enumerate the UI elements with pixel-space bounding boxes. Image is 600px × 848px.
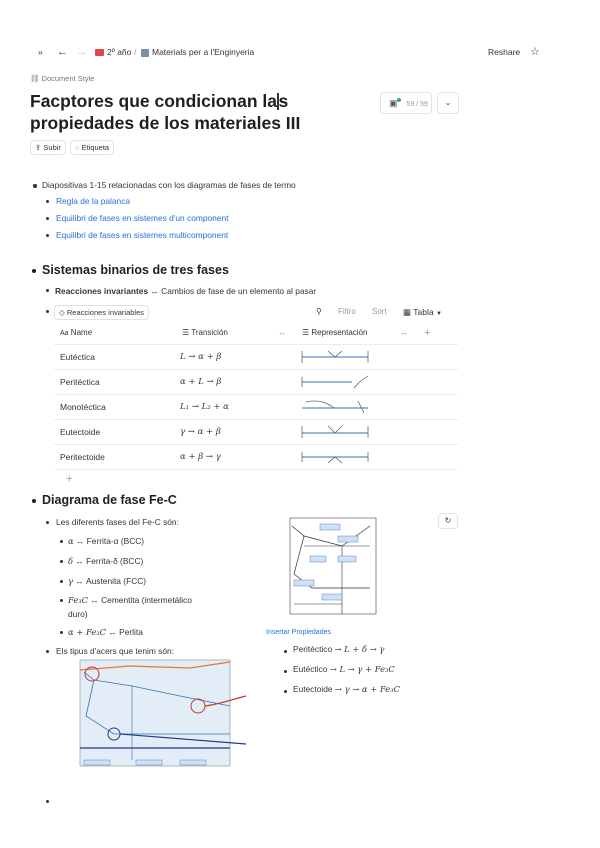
cell-transicion: α + β → γ	[180, 452, 221, 462]
fase-item: α ↔ Ferrita-α (BCC)	[68, 536, 145, 546]
bullet	[60, 631, 63, 634]
bullet	[46, 217, 49, 220]
reaction-eutectico: Eutéctico → L → γ + Fe₃C	[293, 664, 395, 674]
refresh-icon[interactable]: ↻	[438, 513, 458, 529]
fase-item: γ ↔ Austenita (FCC)	[68, 576, 147, 586]
column-header-transicion[interactable]: ☰ Transición	[182, 328, 228, 337]
forward-arrow-icon[interactable]: →	[76, 46, 87, 58]
cell-name: Peritectoide	[60, 452, 105, 462]
reshare-button[interactable]: Reshare	[488, 47, 521, 57]
table-row[interactable]	[54, 444, 458, 469]
lines-icon: ☰	[182, 328, 190, 337]
heading-sistemas-binarios[interactable]: Sistemas binarios de tres fases	[42, 263, 229, 277]
fe-c-phase-diagram-large[interactable]	[70, 656, 248, 776]
bullet	[60, 580, 63, 583]
books-icon	[141, 49, 149, 57]
tag-icon: ◌	[75, 143, 80, 152]
table-row[interactable]	[54, 419, 458, 444]
peritectoid-sketch	[298, 449, 372, 465]
link-icon: ⛓	[30, 74, 40, 83]
aceros-intro: Els tipus d'acers que tenim són:	[56, 646, 174, 656]
column-header-representacion[interactable]: ☰ Representación	[302, 328, 368, 337]
cell-name: Monotéctica	[60, 402, 106, 412]
database-table	[54, 321, 458, 488]
collapse-sidebar-icon[interactable]: »	[38, 47, 43, 57]
fases-intro: Les diferents fases del Fe-C són:	[56, 517, 179, 527]
page-title[interactable]: Facptores que condicionan las propiedades de los materiales III	[30, 91, 301, 133]
bullet	[46, 200, 49, 203]
fase-item: δ ↔ Ferrita-δ (BCC)	[68, 556, 144, 566]
expand-column-icon[interactable]: ↔	[278, 328, 286, 337]
filter-button[interactable]: Filtro	[338, 307, 356, 316]
monotectic-sketch	[298, 399, 372, 415]
breadcrumb-item-materials[interactable]: Materials per a l'Enginyeria	[141, 40, 254, 64]
heading-diagrama-fe-c[interactable]: Diagrama de fase Fe-C	[42, 493, 177, 507]
breadcrumb-item-year[interactable]: 2º año	[95, 40, 131, 64]
add-row-icon[interactable]: +	[66, 473, 73, 485]
notification-dot	[397, 98, 401, 102]
reaction-peritectico: Peritéctico → L + δ → γ	[293, 644, 385, 654]
search-icon[interactable]: ⚲	[316, 307, 322, 316]
link-equilibri-un-component[interactable]: Equilibri de fases en sistemes d'un component	[56, 213, 229, 223]
cell-transicion: γ → α + β	[180, 427, 221, 437]
bullet	[46, 650, 49, 653]
fase-item: Fe₃C ↔ Cementita (intermetálico	[68, 595, 192, 605]
link-regla-palanca[interactable]: Regla de la palanca	[56, 196, 131, 206]
reaction-eutectoide: Eutectoide → γ → α + Fe₃C	[293, 684, 401, 694]
eutectoid-sketch	[298, 424, 372, 440]
tag-icon: ◇	[59, 308, 65, 317]
bullet	[46, 521, 49, 524]
bullet	[284, 690, 287, 693]
subir-button[interactable]: ⇪ Subir	[30, 140, 66, 155]
cell-transicion: L₁ → L₂ + α	[180, 402, 229, 412]
table-row[interactable]	[54, 344, 458, 369]
reacciones-line: Reacciones invariantes ↔ Cambios de fase de un elemento al pasar	[55, 286, 317, 296]
etiqueta-button[interactable]: ◌ Etiqueta	[70, 140, 114, 155]
chevron-down-icon[interactable]: ⌄	[437, 92, 459, 114]
breadcrumb-separator: /	[134, 47, 137, 57]
upload-icon: ⇪	[35, 143, 42, 152]
document-style-label[interactable]: ⛓ Document Style	[30, 74, 95, 83]
cell-transicion: α + L → β	[180, 377, 222, 387]
fase-item: α + Fe₃C ↔ Perlita	[68, 627, 143, 637]
bullet	[46, 289, 49, 292]
cell-name: Eutéctica	[60, 352, 95, 362]
insertar-propiedades-link[interactable]: Insertar Propiedades	[266, 629, 331, 636]
heading-bullet	[32, 499, 36, 503]
bullet	[46, 310, 49, 313]
table-icon: ▦	[403, 307, 412, 317]
cell-transicion: L → α + β	[180, 352, 222, 362]
text-property-icon: Aa	[60, 330, 69, 337]
cell-name: Eutectoide	[60, 427, 101, 437]
peritectic-sketch	[298, 374, 372, 390]
top-bar	[0, 40, 600, 64]
bullet	[46, 234, 49, 237]
cell-name: Peritéctica	[60, 377, 100, 387]
table-row[interactable]	[54, 369, 458, 394]
red-folder-icon	[95, 49, 104, 56]
add-row[interactable]	[54, 469, 458, 488]
table-row[interactable]	[54, 394, 458, 419]
column-header-name[interactable]: Aa Name	[60, 328, 93, 337]
comment-icon: ▣	[389, 98, 398, 108]
add-column-icon[interactable]: +	[424, 327, 431, 339]
bullet	[60, 540, 63, 543]
bullet	[284, 650, 287, 653]
bullet	[46, 800, 49, 803]
caret-down-icon: ▼	[435, 311, 442, 317]
star-icon[interactable]: ☆	[530, 46, 540, 58]
expand-column-icon[interactable]: ↔	[400, 328, 408, 337]
heading-bullet	[32, 269, 36, 273]
bullet	[284, 670, 287, 673]
sort-button[interactable]: Sort	[372, 307, 387, 316]
view-reacciones-invariables[interactable]: ◇ Reacciones invariables	[54, 305, 149, 320]
fase-item-cont: duro)	[68, 609, 88, 619]
link-equilibri-multicomponent[interactable]: Equilibri de fases en sistemes multicomponent	[56, 230, 229, 240]
bullet	[33, 184, 37, 188]
back-arrow-icon[interactable]: ←	[57, 46, 68, 58]
view-select[interactable]: ▦ Tabla ▼	[403, 307, 442, 317]
fe-c-phase-diagram-small[interactable]	[282, 516, 378, 624]
eutectic-sketch	[298, 349, 372, 365]
lines-icon: ☰	[302, 328, 310, 337]
bullet	[60, 560, 63, 563]
bullet	[60, 599, 63, 602]
intro-line: Diapositivas 1-15 relacionadas con los diagramas de fases de termo	[42, 180, 296, 190]
page-counter[interactable]: ▣ 59 / 59	[380, 92, 432, 114]
